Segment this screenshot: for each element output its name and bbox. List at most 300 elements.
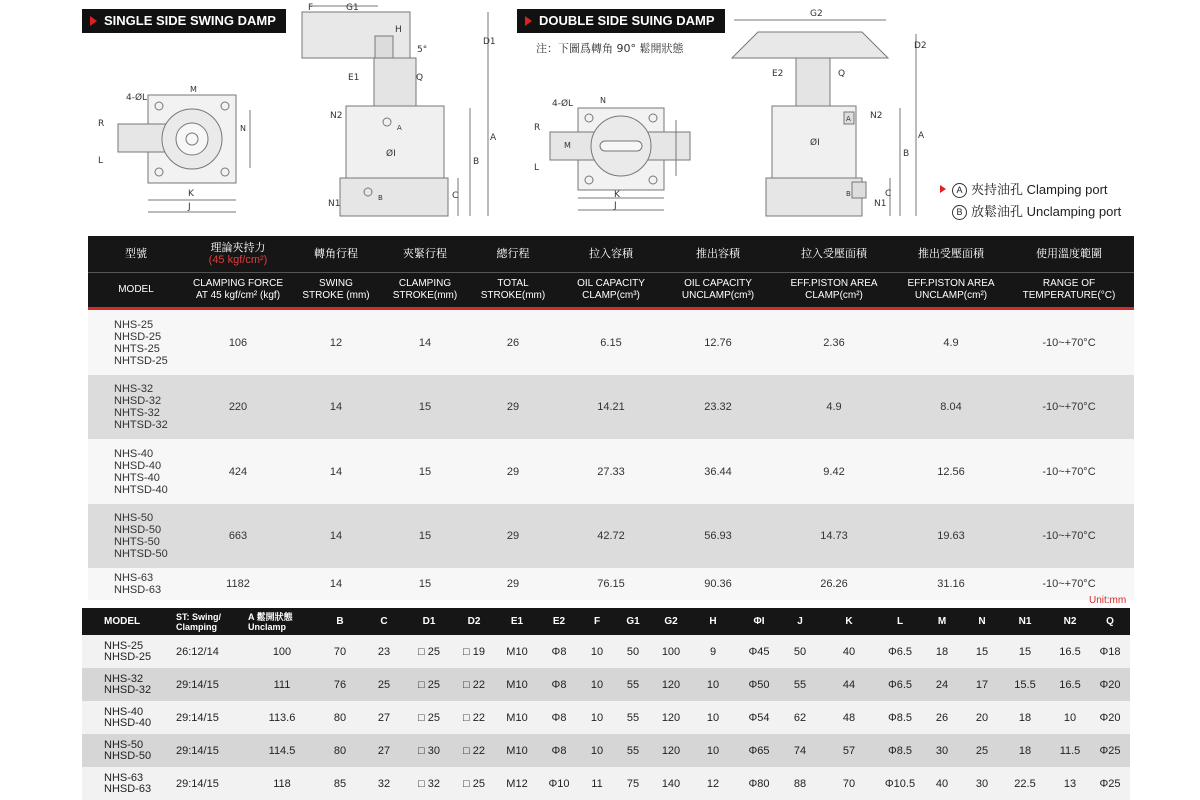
- dim-value-cell: 48: [818, 701, 880, 734]
- dim-header-cell: H: [690, 608, 736, 635]
- dim-value-cell: M10: [496, 701, 538, 734]
- dim-table-row: [82, 635, 1130, 668]
- spec-model-name: NHSD-40: [114, 459, 162, 472]
- dim-value-cell: Φ65: [736, 734, 782, 767]
- dim-label-a: A: [490, 133, 497, 143]
- spec-header-zh: 夾緊行程: [380, 236, 470, 273]
- dim-table-row: [82, 767, 1130, 800]
- dim-value-cell: 10: [690, 701, 736, 734]
- dim-value-cell: 140: [652, 767, 690, 800]
- dim-header-st-line1: ST: Swing/: [176, 611, 221, 622]
- dim-value-cell: 120: [652, 668, 690, 701]
- dim-value-cell: 10: [1050, 701, 1090, 734]
- dim-value-cell: Φ8.5: [880, 701, 920, 734]
- dim-a-cell: 118: [246, 767, 318, 800]
- dim-header-st: [174, 608, 246, 635]
- dim-header-cell: N2: [1050, 608, 1090, 635]
- red-arrow-icon: [940, 185, 946, 193]
- dim-value-cell: 55: [614, 734, 652, 767]
- dim-value-cell: Φ25: [1090, 767, 1130, 800]
- dim-a-cell: 100: [246, 635, 318, 668]
- spec-value-cell: 26: [470, 310, 556, 375]
- spec-value-cell: 36.44: [666, 439, 770, 504]
- dim-label-d1: D1: [483, 37, 496, 47]
- dim-value-cell: 18: [1000, 734, 1050, 767]
- dim-value-cell: 25: [362, 668, 406, 701]
- clamping-port-legend: [940, 179, 1108, 198]
- dim-label-e1: E1: [348, 73, 360, 83]
- spec-value-cell: 76.15: [556, 568, 666, 600]
- dim-header-cell: E2: [538, 608, 580, 635]
- dim-value-cell: 40: [920, 767, 964, 800]
- port-b-mark: B: [846, 190, 851, 198]
- spec-model-name: NHS-32: [114, 383, 154, 395]
- double-side-drawing: [520, 0, 940, 232]
- spec-header-zh: 總行程: [470, 236, 556, 273]
- dim-value-cell: 88: [782, 767, 818, 800]
- dim-value-cell: 12: [690, 767, 736, 800]
- spec-value-cell: 2.36: [770, 310, 898, 375]
- spec-value-cell: 29: [470, 375, 556, 439]
- spec-value-cell: -10~+70°C: [1004, 375, 1134, 439]
- dim-label-m: M: [190, 85, 197, 94]
- dim-value-cell: Φ8: [538, 701, 580, 734]
- dim-model-cell: [82, 668, 174, 701]
- dim-label-n: N: [240, 124, 246, 133]
- spec-table-row: [88, 568, 1134, 600]
- dim-label-g1: G1: [346, 3, 359, 13]
- dim-value-cell: □ 25: [452, 767, 496, 800]
- dim-model-name: NHSD-32: [104, 683, 152, 696]
- dim-value-cell: M10: [496, 635, 538, 668]
- spec-value-cell: 12.56: [898, 439, 1004, 504]
- spec-header-en-line2: STROKE(mm): [392, 290, 458, 301]
- dim-value-cell: 10: [580, 635, 614, 668]
- dim-value-cell: 15.5: [1000, 668, 1050, 701]
- double-side-title-text: DOUBLE SIDE SUING DAMP: [539, 13, 715, 28]
- dim-label-n2: N2: [330, 111, 343, 121]
- dim-label-l: L: [534, 163, 540, 173]
- spec-header-en: [380, 273, 470, 308]
- spec-header-zh: 型號: [88, 236, 184, 273]
- dim-label-r: R: [98, 119, 105, 129]
- spec-model-cell: [88, 310, 184, 375]
- dim-value-cell: Φ20: [1090, 668, 1130, 701]
- spec-header-zh: [184, 236, 292, 273]
- dim-value-cell: 76: [318, 668, 362, 701]
- dim-value-cell: Φ20: [1090, 701, 1130, 734]
- dim-header-cell: E1: [496, 608, 538, 635]
- spec-header-zh: 拉入受壓面積: [770, 236, 898, 273]
- dim-header-cell: G1: [614, 608, 652, 635]
- spec-header-en-line1: RANGE OF: [1042, 278, 1096, 289]
- dim-value-cell: Φ8.5: [880, 734, 920, 767]
- spec-value-cell: 14.21: [556, 375, 666, 439]
- dim-label-phi-i: ØI: [386, 149, 396, 159]
- spec-value-cell: 9.42: [770, 439, 898, 504]
- spec-value-cell: 29: [470, 439, 556, 504]
- dim-label-k: K: [614, 190, 620, 200]
- dim-model-name: NHSD-25: [104, 650, 152, 663]
- dim-value-cell: 10: [580, 668, 614, 701]
- spec-model-name: NHS-40: [114, 447, 154, 460]
- spec-header-en: [184, 273, 292, 308]
- spec-header-en-line1: TOTAL: [497, 278, 529, 289]
- dim-value-cell: 10: [580, 734, 614, 767]
- dim-label-hole: 4-ØL: [552, 99, 574, 109]
- dim-model-cell: [82, 767, 174, 800]
- dim-model-name: NHSD-50: [104, 749, 152, 762]
- dim-a-cell: 111: [246, 668, 318, 701]
- dim-table-row: [82, 701, 1130, 734]
- spec-value-cell: 6.15: [556, 310, 666, 375]
- clamping-port-text: 夾持油孔 Clamping port: [971, 182, 1108, 197]
- spec-value-cell: 12.76: [666, 310, 770, 375]
- dim-label-n1: N1: [328, 199, 341, 209]
- spec-value-cell: 29: [470, 504, 556, 568]
- dim-st-cell: 29:14/15: [174, 767, 246, 800]
- spec-model-name: NHTSD-40: [114, 483, 168, 496]
- dim-value-cell: 13: [1050, 767, 1090, 800]
- dim-value-cell: □ 25: [406, 668, 452, 701]
- dim-value-cell: 55: [782, 668, 818, 701]
- spec-value-cell: 1182: [184, 568, 292, 600]
- dim-header-a-line2: Unclamp: [248, 621, 287, 632]
- spec-header-en: [770, 273, 898, 308]
- dim-value-cell: 20: [964, 701, 1000, 734]
- port-b-circle-icon: B: [952, 205, 967, 220]
- unclamping-port-legend: [952, 201, 1121, 220]
- dim-a-cell: 113.6: [246, 701, 318, 734]
- dim-value-cell: 25: [964, 734, 1000, 767]
- dim-header-cell: N: [964, 608, 1000, 635]
- side-view-flange: [340, 178, 448, 216]
- dim-value-cell: 15: [1000, 635, 1050, 668]
- dim-value-cell: Φ45: [736, 635, 782, 668]
- port-a-mark: A: [846, 115, 851, 123]
- dim-model-name: NHS-63: [104, 771, 144, 784]
- spec-model-cell: [88, 439, 184, 504]
- dim-value-cell: 10: [580, 701, 614, 734]
- spec-table-row: [88, 310, 1134, 375]
- single-side-drawing: [90, 0, 510, 232]
- dim-value-cell: 17: [964, 668, 1000, 701]
- dim-value-cell: Φ8: [538, 635, 580, 668]
- dim-value-cell: 80: [318, 701, 362, 734]
- dim-value-cell: 27: [362, 734, 406, 767]
- spec-header-en-line2: STROKE (mm): [302, 290, 370, 301]
- spec-table-row: [88, 439, 1134, 504]
- dim-value-cell: □ 19: [452, 635, 496, 668]
- dim-label-b: B: [903, 149, 910, 159]
- dim-header-model: MODEL: [82, 608, 174, 635]
- spec-header-en-line2: UNCLAMP(cm²): [914, 290, 988, 301]
- dim-label-deg: 5°: [417, 45, 428, 55]
- dim-header-row: [82, 608, 1130, 635]
- spec-value-cell: 106: [184, 310, 292, 375]
- dim-label-n: N: [600, 96, 606, 105]
- spec-value-cell: -10~+70°C: [1004, 310, 1134, 375]
- spec-model-name: NHS-50: [114, 512, 154, 524]
- dim-value-cell: 32: [362, 767, 406, 800]
- spec-value-cell: 29: [470, 568, 556, 600]
- spec-header-en-line1: MODEL: [118, 284, 154, 295]
- dim-value-cell: 100: [652, 635, 690, 668]
- spec-header-zh: 使用溫度範圍: [1004, 236, 1134, 273]
- spec-value-cell: 56.93: [666, 504, 770, 568]
- spec-value-cell: 26.26: [770, 568, 898, 600]
- dim-value-cell: 30: [964, 767, 1000, 800]
- spec-value-cell: 27.33: [556, 439, 666, 504]
- spec-value-cell: 4.9: [898, 310, 1004, 375]
- dim-value-cell: 16.5: [1050, 668, 1090, 701]
- spec-model-cell: [88, 375, 184, 439]
- dim-value-cell: 22.5: [1000, 767, 1050, 800]
- spec-header-en-line1: EFF.PISTON AREA: [907, 278, 995, 289]
- spec-model-name: NHTSD-50: [114, 548, 168, 560]
- spec-value-cell: 15: [380, 504, 470, 568]
- spec-header-en: [470, 273, 556, 308]
- dim-value-cell: 10: [690, 734, 736, 767]
- dim-value-cell: 85: [318, 767, 362, 800]
- dim-value-cell: □ 22: [452, 701, 496, 734]
- dim-value-cell: 120: [652, 701, 690, 734]
- spec-header-en: [898, 273, 1004, 308]
- side-view-rod: [374, 58, 416, 106]
- dim-header-cell: J: [782, 608, 818, 635]
- spec-model-name: NHTS-32: [114, 407, 160, 419]
- spec-header-en-line1: CLAMPING FORCE: [192, 278, 283, 289]
- dim-value-cell: 40: [818, 635, 880, 668]
- spec-value-cell: 14.73: [770, 504, 898, 568]
- dim-value-cell: Φ10.5: [880, 767, 920, 800]
- spec-model-name: NHTS-25: [114, 342, 160, 355]
- dim-value-cell: Φ80: [736, 767, 782, 800]
- dim-value-cell: M12: [496, 767, 538, 800]
- dim-header-cell: M: [920, 608, 964, 635]
- dim-value-cell: 18: [920, 635, 964, 668]
- spec-model-name: NHSD-32: [114, 395, 162, 407]
- dim-value-cell: 16.5: [1050, 635, 1090, 668]
- dim-value-cell: 57: [818, 734, 880, 767]
- dim-label-n1: N1: [874, 199, 887, 209]
- dim-value-cell: 120: [652, 734, 690, 767]
- spec-header-en: [666, 273, 770, 308]
- dim-value-cell: □ 30: [406, 734, 452, 767]
- spec-value-cell: 220: [184, 375, 292, 439]
- dimension-table: [82, 608, 1130, 800]
- spec-model-name: NHSD-50: [114, 524, 162, 536]
- spec-header-zh-text: 理論夾持力: [210, 242, 266, 254]
- spec-value-cell: 4.9: [770, 375, 898, 439]
- dim-value-cell: □ 25: [406, 635, 452, 668]
- dim-value-cell: M10: [496, 668, 538, 701]
- spec-table-row: [88, 375, 1134, 439]
- dim-value-cell: 62: [782, 701, 818, 734]
- spec-header-zh: 推出受壓面積: [898, 236, 1004, 273]
- dim-label-e2: E2: [772, 69, 784, 79]
- spec-value-cell: 31.16: [898, 568, 1004, 600]
- dim-value-cell: Φ6.5: [880, 635, 920, 668]
- dim-model-name: NHSD-40: [104, 716, 152, 729]
- dim-model-cell: [82, 635, 174, 668]
- dim-value-cell: 55: [614, 701, 652, 734]
- unit-label: Unit:mm: [1089, 595, 1127, 606]
- spec-value-cell: 663: [184, 504, 292, 568]
- dim-header-cell: G2: [652, 608, 690, 635]
- spec-model-name: NHSD-63: [114, 584, 162, 596]
- dim-label-a: A: [918, 131, 925, 141]
- dim-value-cell: 75: [614, 767, 652, 800]
- port-b-mark: B: [378, 194, 383, 202]
- dim-value-cell: Φ54: [736, 701, 782, 734]
- spec-header-en-line1: OIL CAPACITY: [577, 278, 645, 289]
- port-a-mark: A: [397, 124, 402, 132]
- spec-header-zh: 轉角行程: [292, 236, 380, 273]
- spec-header-en-line2: CLAMP(cm³): [582, 290, 640, 301]
- dim-label-j: J: [188, 202, 191, 212]
- dim-label-h: H: [395, 25, 402, 35]
- spec-table-row: [88, 504, 1134, 568]
- dim-value-cell: 44: [818, 668, 880, 701]
- dim-label-j: J: [614, 201, 617, 211]
- dim-a-cell: 114.5: [246, 734, 318, 767]
- dim-header-cell: B: [318, 608, 362, 635]
- dim-label-q: Q: [838, 69, 846, 79]
- dim-label-f: F: [308, 3, 314, 13]
- side-view-arm: [302, 12, 410, 58]
- dim-st-cell: 29:14/15: [174, 668, 246, 701]
- dim-header-st-line2: Clamping: [176, 621, 218, 632]
- dim-value-cell: 80: [318, 734, 362, 767]
- dim-value-cell: 11.5: [1050, 734, 1090, 767]
- spec-model-name: NHS-63: [114, 572, 154, 584]
- dim-label-b: B: [473, 157, 480, 167]
- spec-header-en-line1: EFF.PISTON AREA: [790, 278, 878, 289]
- dim-st-cell: 29:14/15: [174, 734, 246, 767]
- spec-header-en-line1: SWING: [319, 278, 353, 289]
- dim-st-cell: 29:14/15: [174, 701, 246, 734]
- spec-value-cell: -10~+70°C: [1004, 568, 1134, 600]
- dim-header-cell: D1: [406, 608, 452, 635]
- dim-value-cell: 55: [614, 668, 652, 701]
- dim-model-name: NHS-50: [104, 738, 144, 751]
- dim-header-cell: ΦI: [736, 608, 782, 635]
- spec-value-cell: 90.36: [666, 568, 770, 600]
- dim-header-cell: L: [880, 608, 920, 635]
- dim-header-a-line1: A 鬆開狀態: [248, 611, 293, 622]
- dim-value-cell: 50: [782, 635, 818, 668]
- spec-value-cell: 14: [292, 504, 380, 568]
- dim-value-cell: 70: [818, 767, 880, 800]
- dim-model-name: NHS-32: [104, 672, 144, 685]
- dim-header-cell: K: [818, 608, 880, 635]
- spec-table: [88, 236, 1134, 600]
- spec-value-cell: 424: [184, 439, 292, 504]
- spec-model-name: NHTSD-32: [114, 419, 168, 431]
- spec-model-name: NHSD-25: [114, 330, 162, 343]
- unclamping-port-text: 放鬆油孔 Unclamping port: [971, 204, 1122, 219]
- spec-header-zh: 拉入容積: [556, 236, 666, 273]
- spec-header-en: [1004, 273, 1134, 308]
- spec-value-cell: 15: [380, 439, 470, 504]
- dim-value-cell: M10: [496, 734, 538, 767]
- port-a-circle-icon: A: [952, 183, 967, 198]
- spec-value-cell: 14: [380, 310, 470, 375]
- dim-header-cell: D2: [452, 608, 496, 635]
- spec-header-zh-row: [88, 236, 1134, 273]
- dim-model-name: NHS-40: [104, 705, 144, 718]
- spec-value-cell: 42.72: [556, 504, 666, 568]
- spec-header-en: [292, 273, 380, 308]
- dim-value-cell: 27: [362, 701, 406, 734]
- spec-value-cell: 14: [292, 375, 380, 439]
- spec-header-en-line2: UNCLAMP(cm³): [681, 290, 755, 301]
- side-view-cylinder: [346, 106, 444, 178]
- spec-header-en: [556, 273, 666, 308]
- dim-model-name: NHS-25: [104, 639, 144, 652]
- spec-header-en-line2: CLAMP(cm²): [805, 290, 863, 301]
- dim-label-c: C: [452, 191, 459, 201]
- dim-value-cell: 10: [690, 668, 736, 701]
- dim-value-cell: Φ50: [736, 668, 782, 701]
- dim-label-c: C: [885, 189, 892, 199]
- dim-header-cell: Q: [1090, 608, 1130, 635]
- spec-header-zh: 推出容積: [666, 236, 770, 273]
- dim-value-cell: □ 22: [452, 734, 496, 767]
- spec-header-en-row: [88, 273, 1134, 308]
- dim-st-cell: 26:12/14: [174, 635, 246, 668]
- spec-model-cell: [88, 568, 184, 600]
- dim-label-phi-i: ØI: [810, 138, 820, 148]
- spec-value-cell: -10~+70°C: [1004, 439, 1134, 504]
- dim-value-cell: 26: [920, 701, 964, 734]
- dim-label-q: Q: [416, 73, 424, 83]
- dim-label-r: R: [534, 123, 541, 133]
- spec-value-cell: 15: [380, 375, 470, 439]
- spec-header-en-line1: CLAMPING: [398, 278, 452, 289]
- dim-value-cell: Φ6.5: [880, 668, 920, 701]
- spec-header-en-line2: TEMPERATURE(°C): [1022, 290, 1116, 301]
- dim-value-cell: Φ8: [538, 668, 580, 701]
- dim-value-cell: 18: [1000, 701, 1050, 734]
- dim-label-g2: G2: [810, 9, 823, 19]
- double-side-note: 注：下圖爲轉角 90° 鬆開狀態: [536, 42, 684, 55]
- spec-value-cell: -10~+70°C: [1004, 504, 1134, 568]
- dim-value-cell: Φ18: [1090, 635, 1130, 668]
- dim-table-row: [82, 668, 1130, 701]
- spec-model-name: NHTSD-25: [114, 354, 168, 367]
- spec-value-cell: 15: [380, 568, 470, 600]
- dim-value-cell: 50: [614, 635, 652, 668]
- spec-model-name: NHTS-40: [114, 471, 160, 484]
- spec-header-en-line2: AT 45 kgf/cm² (kgf): [195, 290, 281, 301]
- spec-value-cell: 19.63: [898, 504, 1004, 568]
- dim-value-cell: 74: [782, 734, 818, 767]
- spec-header-en: [88, 273, 184, 308]
- spec-header-en-line1: OIL CAPACITY: [684, 278, 752, 289]
- dim-value-cell: □ 25: [406, 701, 452, 734]
- dim-value-cell: 11: [580, 767, 614, 800]
- dim-value-cell: Φ8: [538, 734, 580, 767]
- dim-value-cell: 24: [920, 668, 964, 701]
- spec-value-cell: 23.32: [666, 375, 770, 439]
- dim-value-cell: □ 22: [452, 668, 496, 701]
- dim-header-a: [246, 608, 318, 635]
- dim-model-cell: [82, 734, 174, 767]
- dim-value-cell: 9: [690, 635, 736, 668]
- spec-value-cell: 14: [292, 568, 380, 600]
